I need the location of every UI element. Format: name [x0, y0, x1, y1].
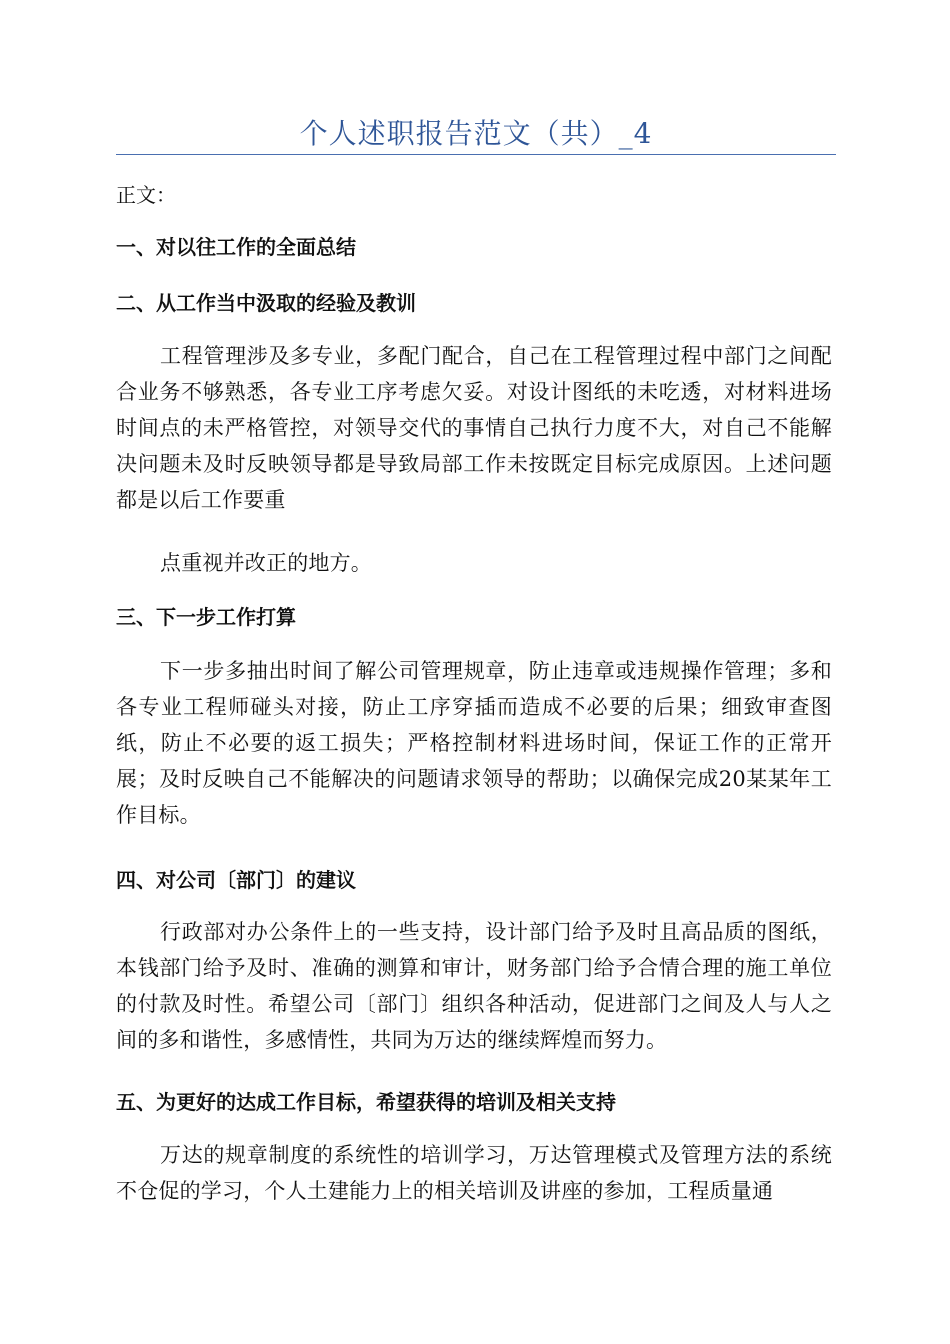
section-heading-1: 一、对以往工作的全面总结 [116, 235, 356, 259]
section-heading-3: 三、下一步工作打算 [116, 605, 296, 629]
section-4-paragraph-1: 行政部对办公条件上的一些支持，设计部门给予及时且高品质的图纸，本钱部门给予及时、准确的测算和审计，财务部门给予合情合理的施工单位的付款及时性。希望公司〔部门〕组织各种活动，促进部门之间及人与人之间的多和谐性，多感情性，共同为万达的继续辉煌而努力。 [116, 920, 832, 1052]
section-5-paragraph-1: 万达的规章制度的系统性的培训学习，万达管理模式及管理方法的系统不仓促的学习，个人土建能力上的相关培训及讲座的参加，工程质量通 [116, 1143, 832, 1203]
section-heading-2: 二、从工作当中汲取的经验及教训 [116, 291, 416, 315]
section-heading-5: 五、为更好的达成工作目标，希望获得的培训及相关支持 [116, 1090, 616, 1114]
title-underline [116, 154, 836, 155]
section-heading-4: 四、对公司〔部门〕的建议 [116, 868, 356, 892]
section-2-paragraph-1: 工程管理涉及多专业，多配门配合，自己在工程管理过程中部门之间配合业务不够熟悉，各专业工序考虑欠妥。对设计图纸的未吃透，对材料进场时间点的未严格管控，对领导交代的事情自己执行力度不大，对自己不能解决问题未及时反映领导都是导致局部工作未按既定目标完成原因。上述问题都是以后工作要重 [116, 344, 832, 512]
document-title: 个人述职报告范文（共）_4 [299, 117, 653, 150]
section-2-paragraph-2: 点重视并改正的地方。 [160, 551, 372, 575]
section-3-paragraph-1: 下一步多抽出时间了解公司管理规章，防止违章或违规操作管理；多和各专业工程师碰头对接，防止工序穿插而造成不必要的后果；细致审查图纸，防止不必要的返工损失；严格控制材料进场时间，保证工作的正常开展；及时反映自己不能解决的问题请求领导的帮助；以确保完成20某某年工作目标。 [116, 659, 832, 827]
body-label: 正文： [116, 183, 176, 207]
